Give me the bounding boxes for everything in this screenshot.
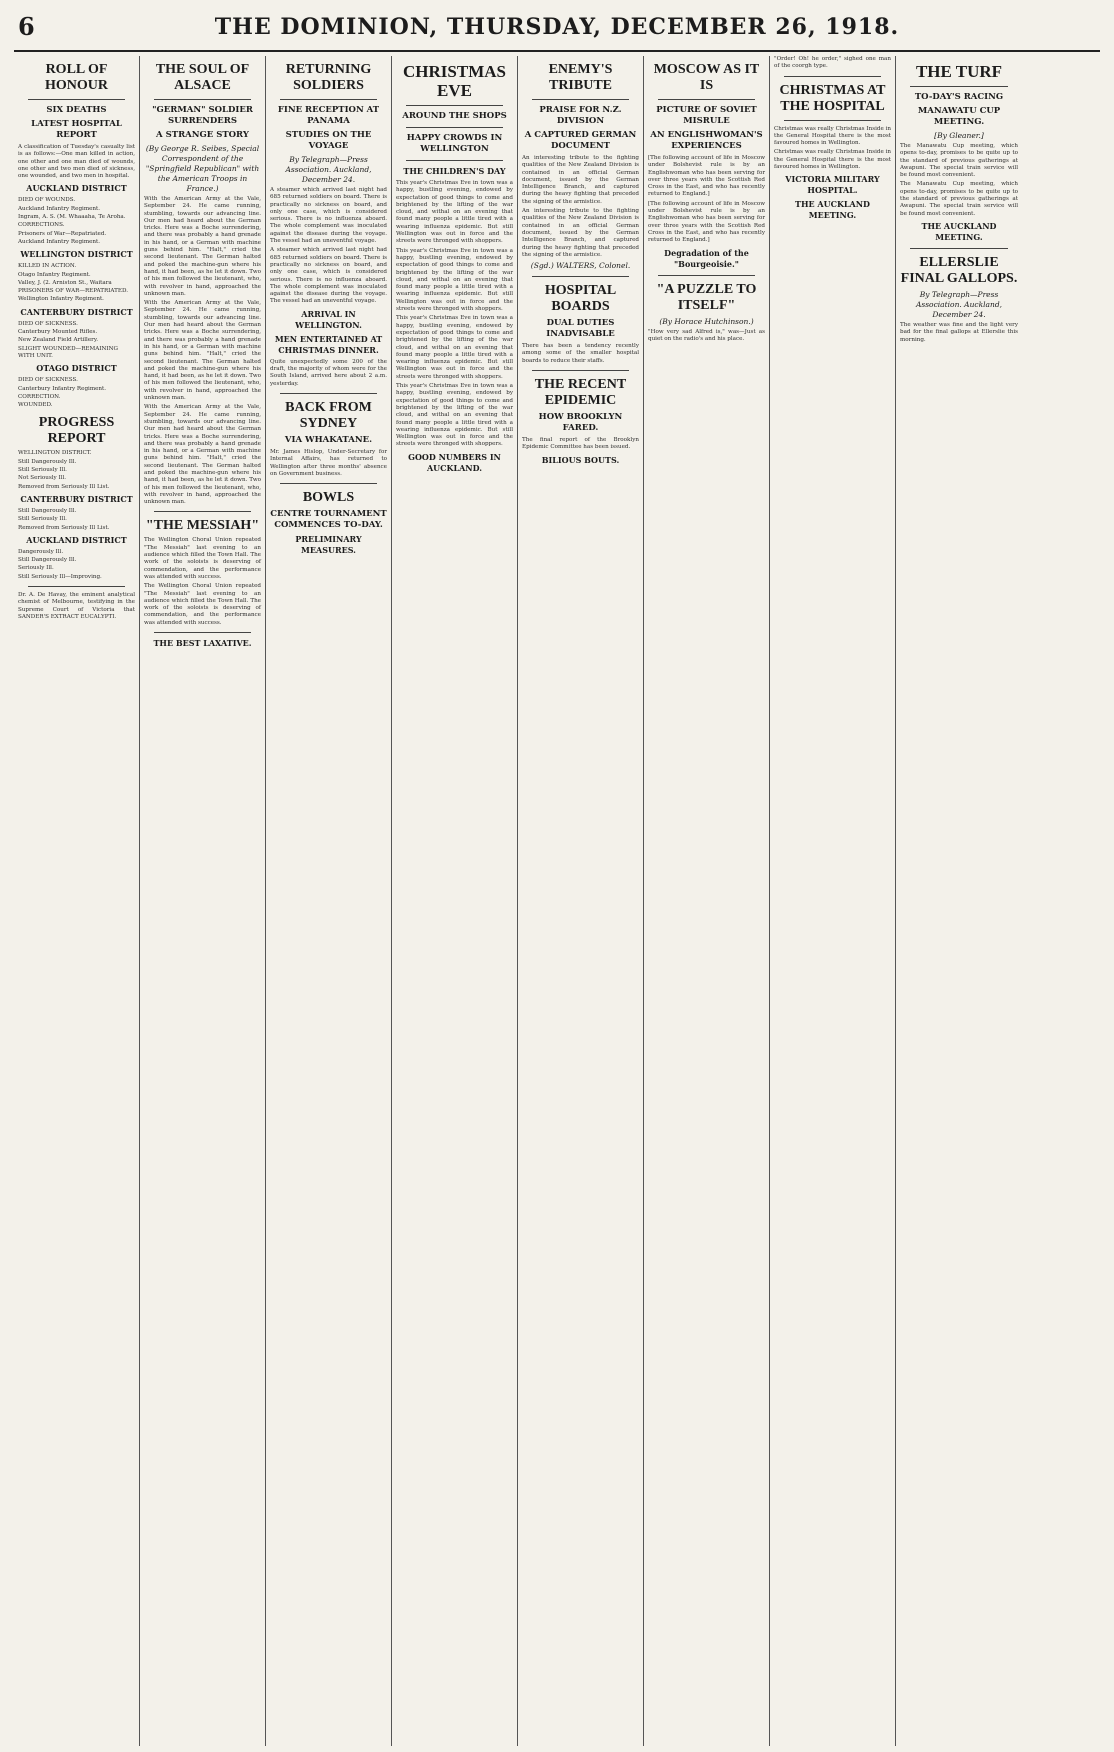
headline-christmas-hospital: CHRISTMAS AT THE HOSPITAL bbox=[779, 82, 886, 114]
subhead-auckland: GOOD NUMBERS IN AUCKLAND. bbox=[408, 451, 501, 473]
list-item: New Zealand Field Artillery. bbox=[18, 337, 99, 344]
subhead-happy-crowds: HAPPY CROWDS IN WELLINGTON bbox=[406, 133, 503, 154]
headline-ellerslie: ELLERSLIE FINAL GALLOPS. bbox=[900, 254, 1018, 286]
divider bbox=[406, 160, 503, 161]
article-intro: A classification of Tuesday's casualty list is as follows:—One man killed in action, one other and one man died of wounds, one other and two men died of sickness, one wounded, and two men in hospital. bbox=[18, 144, 135, 180]
divider bbox=[532, 99, 629, 100]
list-item: Still Seriously Ill. bbox=[18, 516, 67, 523]
masthead bbox=[14, 10, 1100, 52]
section-heading: AUCKLAND DISTRICT bbox=[26, 534, 127, 545]
list-item: Still Dangerously Ill. bbox=[18, 557, 77, 564]
list-item: CORRECTION. bbox=[18, 393, 61, 400]
deck-six-deaths: SIX DEATHS bbox=[46, 105, 107, 115]
headline-messiah: "THE MESSIAH" bbox=[145, 518, 260, 534]
article-body: The final report of the Brooklyn Epidemic Committee has been issued. bbox=[522, 437, 639, 451]
byline: (By Horace Hutchinson.) bbox=[659, 316, 754, 326]
list-item: Still Dangerously Ill. bbox=[18, 507, 77, 514]
divider bbox=[910, 86, 1008, 87]
article-body: This year's Christmas Eve in town was a happy, bustling evening, endowed by expectation of good things to come and brightened by the lifting of the war cloud, and withal on an evening that found many people a little tired with a wearing influenza epidemic. But still Wellington was out in force and the streets were thronged with shoppers. bbox=[396, 383, 513, 448]
deck-tournament: CENTRE TOURNAMENT COMMENCES TO-DAY. bbox=[270, 509, 387, 531]
article-body: With the American Army at the Vale, September 24. He came running, stumbling, towards our advancing line. Our men had heard about the German tricks. Here was a Boche surrendering, and there was probably a hand grenade in his hand, or a German with machine guns behind him. "Halt," cried the second lieutenant. The German halted and poked the machine-gun where his hand, it had been, as he let it down. Two of his men followed the lieutenant, who, with revolver in hand, approached the unknown man. bbox=[144, 300, 261, 402]
subhead-arrival: ARRIVAL IN WELLINGTON. bbox=[295, 308, 362, 330]
byline: (By George R. Seibes, Special Correspondent of the "Springfield Republican" with the American Troops in France.) bbox=[145, 144, 260, 193]
divider bbox=[280, 393, 377, 394]
divider bbox=[280, 483, 377, 484]
subhead-voyage: STUDIES ON THE VOYAGE bbox=[285, 130, 372, 151]
section-heading: CANTERBURY DISTRICT bbox=[20, 306, 133, 317]
deck-around-shops: AROUND THE SHOPS bbox=[402, 111, 507, 121]
subhead-bourgeoisie: Degradation of the "Bourgeoisie." bbox=[664, 247, 749, 269]
list-item: Dangerously Ill. bbox=[18, 548, 64, 555]
list-item: Still Seriously Ill—Improving. bbox=[18, 573, 102, 580]
list-item: Auckland Infantry Regiment. bbox=[18, 205, 101, 212]
article-body: This year's Christmas Eve in town was a happy, bustling evening, endowed by expectation of good things to come and brightened by the lifting of the war cloud, and withal on an evening that found many people a little tired with a wearing influenza epidemic. But still Wellington was out in force and the streets were thronged with shoppers. bbox=[396, 180, 513, 245]
list-item: Still Dangerously Ill. bbox=[18, 458, 77, 465]
list-item: CORRECTIONS. bbox=[18, 222, 65, 229]
list-item: Removed from Seriously Ill List. bbox=[18, 524, 110, 531]
list-item: Valley, J. (2. Arniston St., Waitara bbox=[18, 279, 112, 286]
subhead-childrens-day: THE CHILDREN'S DAY bbox=[403, 166, 506, 176]
headline-recent-epidemic: THE RECENT EPIDEMIC bbox=[534, 377, 627, 409]
headline-back-from-sydney: BACK FROM SYDNEY bbox=[285, 399, 372, 431]
section-heading: CANTERBURY DISTRICT bbox=[20, 493, 133, 504]
headline-enemys-tribute: ENEMY'S TRIBUTE bbox=[548, 62, 613, 93]
deck-soldier-surrenders: "GERMAN" SOLDIER SURRENDERS bbox=[152, 105, 253, 126]
list-item: Otago Infantry Regiment. bbox=[18, 271, 91, 278]
article-body: Christmas was really Christmas Inside in the General Hospital there is the most favoured homes in Wellington. bbox=[774, 125, 891, 147]
article-body: There has been a tendency recently among some of the smaller hospital boards to reduce their staffs. bbox=[522, 343, 639, 364]
article-body: "Order! Oh! he order," sighed one man of the coorgh type. bbox=[774, 56, 891, 70]
article-body: This year's Christmas Eve in town was a happy, bustling evening, endowed by expectation of good things to come and brightened by the lifting of the war cloud, and withal on an evening that found many people a little tired with a wearing influenza epidemic. But still Wellington was out in force and the streets were thronged with shoppers. bbox=[396, 247, 513, 313]
headline-returning-soldiers: RETURNING SOLDIERS bbox=[285, 62, 372, 93]
divider bbox=[406, 127, 503, 128]
byline: [By Gleaner.] bbox=[934, 131, 984, 140]
headline-bowls: BOWLS bbox=[302, 490, 355, 506]
list-item: Not Seriously Ill. bbox=[18, 475, 67, 482]
subhead-hospital-report: LATEST HOSPITAL REPORT bbox=[31, 119, 122, 140]
article-body: The Wellington Choral Union repeated "The Messiah" last evening to an audience which filled the Town Hall. The work of the soloists is deserving of commendation, and the performance was attended with success. bbox=[144, 583, 261, 626]
list-item: Ingram, A. S. (M. Whaaaha, Te Aroha. bbox=[18, 214, 126, 221]
divider bbox=[784, 120, 881, 121]
article-body: [The following account of life in Moscow under Bolshevist rule is by an Englishwoman who has been serving for over three years with the Scottish Red Cross in the East, and who has recently returned to England.] bbox=[648, 155, 765, 198]
divider bbox=[658, 275, 755, 276]
column-hospital-christmas bbox=[770, 56, 896, 1746]
article-body: The weather was fine and the light very bad for the final gallops at Ellerslie this morning. bbox=[900, 321, 1018, 343]
paper-title: THE DOMINION, THURSDAY, DECEMBER 26, 1918. bbox=[214, 14, 900, 40]
subhead-auckland-meeting: THE AUCKLAND MEETING. bbox=[795, 199, 870, 221]
article-body: A steamer which arrived last night had 685 returned soldiers on board. There is practically no sickness on board, and only one case, which is considered serious. There is no influenza aboard. The whole complement was inoculated against the disease during the voyage. The vessel had an uneventful voyage. bbox=[270, 187, 387, 245]
headline-soul-of-alsace: THE SOUL OF ALSACE bbox=[155, 62, 250, 93]
subhead-captured-document: A CAPTURED GERMAN DOCUMENT bbox=[524, 130, 637, 151]
divider bbox=[280, 99, 377, 100]
article-body: [The following account of life in Moscow under Bolshevist rule is by an Englishwoman who has been serving for over three years with the Scottish Red Cross in the East, and who has recently returned to England.] bbox=[648, 200, 765, 244]
list-item: Removed from Seriously Ill List. bbox=[18, 483, 110, 490]
list-item: Canterbury Mounted Rifles. bbox=[18, 329, 98, 336]
column-the-turf bbox=[896, 56, 1022, 1746]
subhead-strange-story: A STRANGE STORY bbox=[156, 130, 249, 140]
headline-moscow: MOSCOW AS IT IS bbox=[653, 62, 760, 93]
signature: (Sgd.) WALTERS, Colonel. bbox=[530, 261, 631, 271]
deck-todays-racing: TO-DAY'S RACING bbox=[914, 92, 1004, 102]
deck-panama: FINE RECEPTION AT PANAMA bbox=[277, 105, 380, 126]
article-body: The Wellington Choral Union repeated "The Messiah" last evening to an audience which filled the Town Hall. The work of the soloists is deserving of commendation, and the performance was attended with success. bbox=[144, 537, 261, 580]
dateline: By Telegraph—Press Association. Auckland, December 24. bbox=[285, 155, 372, 184]
deck-brooklyn: HOW BROOKLYN FARED. bbox=[538, 412, 623, 434]
column-christmas-eve bbox=[392, 56, 518, 1746]
divider bbox=[154, 99, 251, 100]
divider bbox=[532, 370, 629, 371]
divider bbox=[910, 248, 1008, 249]
divider bbox=[154, 511, 251, 512]
list-item: DIED OF SICKNESS. bbox=[18, 377, 78, 384]
divider bbox=[28, 586, 125, 587]
section-heading: AUCKLAND DISTRICT bbox=[26, 183, 127, 194]
article-body: Christmas was really Christmas Inside in the General Hospital there is the most favoured homes in Wellington. bbox=[774, 149, 891, 171]
column-moscow bbox=[644, 56, 770, 1746]
section-heading: WELLINGTON DISTRICT bbox=[20, 249, 133, 260]
page-number: 6 bbox=[18, 12, 35, 41]
subhead-victoria-hospital: VICTORIA MILITARY HOSPITAL. bbox=[785, 174, 880, 196]
advert-text: Dr. A. De Havay, the eminent analytical chemist of Melbourne, testifying in the Supreme Court of Victoria that SANDER'S EXTRACT EUCALYPTI. bbox=[18, 591, 135, 620]
list-item: Auckland Infantry Regiment. bbox=[18, 238, 101, 245]
column-returning-soldiers bbox=[266, 56, 392, 1746]
article-body: With the American Army at the Vale, September 24. He came running, stumbling, towards our advancing line. Our men had heard about the German tricks. Here was a Boche surrendering, and there was probably a hand grenade in his hand, or a German with machine guns behind him. "Halt," cried the second lieutenant. The German halted and poked the machine-gun where his hand, it had been, as he let it down. Two of his men followed the lieutenant, who, with revolver in hand, approached the unknown man. bbox=[144, 196, 261, 297]
list-item: DIED OF SICKNESS. bbox=[18, 320, 78, 327]
headline-hospital-boards: HOSPITAL BOARDS bbox=[544, 283, 617, 315]
article-body: Mr. James Hislop, Under-Secretary for Internal Affairs, has returned to Wellington after three months' absence on Government business. bbox=[270, 448, 387, 477]
headline-the-turf: THE TURF bbox=[915, 62, 1003, 81]
article-body: The Manawatu Cup meeting, which opens to-day, promises to be quite up to the standard of previous gatherings at Awapuni. The special train service will be found most convenient. bbox=[900, 143, 1018, 179]
list-item: Canterbury Infantry Regiment. bbox=[18, 385, 107, 392]
deck-whakatane: VIA WHAKATANE. bbox=[284, 434, 373, 445]
section-heading: OTAGO DISTRICT bbox=[36, 363, 117, 374]
list-item: Still Seriously Ill. bbox=[18, 467, 67, 474]
divider bbox=[406, 105, 503, 106]
deck-soviet-misrule: PICTURE OF SOVIET MISRULE bbox=[656, 105, 757, 126]
article-body: Quite unexpectedly some 200 of the draft, the majority of whom were for the South Island, arrived here about 2 a.m. yesterday. bbox=[270, 358, 387, 387]
article-body: The Manawatu Cup meeting, which opens to-day, promises to be quite up to the standard of previous gatherings at Awapuni. The special train service will be found most convenient. bbox=[900, 181, 1018, 217]
divider bbox=[154, 632, 251, 633]
divider bbox=[784, 76, 881, 77]
columns bbox=[14, 56, 1100, 1746]
article-body: An interesting tribute to the fighting qualities of the New Zealand Division is contained in an official German document, issued by the German Intelligence Branch, and captured during the heavy fighting that preceded the signing of the armistice. bbox=[522, 208, 639, 258]
column-roll-of-honour bbox=[14, 56, 140, 1746]
article-body: With the American Army at the Vale, September 24. He came running, stumbling, towards our advancing line. Our men had heard about the German tricks. Here was a Boche surrendering, and there was probably a hand grenade in his hand, or a German with machine guns behind him. "Halt," cried the second lieutenant. The German halted and poked the machine-gun where his hand, it had been, as he let it down. Two of his men followed the lieutenant, who, with revolver in hand, approached the unknown man. bbox=[144, 404, 261, 506]
list-item: WELLINGTON DISTRICT. bbox=[18, 450, 92, 457]
headline-progress-report: PROGRESS REPORT bbox=[38, 415, 115, 447]
column-soul-of-alsace bbox=[140, 56, 266, 1746]
list-item: DIED OF WOUNDS. bbox=[18, 197, 76, 204]
subhead-englishwoman: AN ENGLISHWOMAN'S EXPERIENCES bbox=[650, 130, 763, 151]
deck-nz-division: PRAISE FOR N.Z. DIVISION bbox=[539, 105, 622, 126]
headline-christmas-eve: CHRISTMAS EVE bbox=[403, 62, 506, 100]
list-item: Seriously Ill. bbox=[18, 565, 54, 572]
list-item: KILLED IN ACTION. bbox=[18, 263, 77, 270]
subhead-preliminary: PRELIMINARY MEASURES. bbox=[295, 534, 362, 556]
article-body: A steamer which arrived last night had 685 returned soldiers on board. There is practically no sickness on board, and only one case, which is considered serious. There is no influenza aboard. The whole complement was inoculated against the disease during the voyage. The vessel had an uneventful voyage. bbox=[270, 247, 387, 305]
column-enemys-tribute bbox=[518, 56, 644, 1746]
headline-roll-of-honour: ROLL OF HONOUR bbox=[45, 62, 108, 93]
list-item: WOUNDED. bbox=[18, 402, 53, 409]
list-item: Wellington Infantry Regiment. bbox=[18, 296, 104, 303]
article-body: This year's Christmas Eve in town was a happy, bustling evening, endowed by expectation of good things to come and brightened by the lifting of the war cloud, and withal on an evening that found many people a little tired with a wearing influenza epidemic. But still Wellington was out in force and the streets were thronged with shoppers. bbox=[396, 315, 513, 380]
divider bbox=[658, 99, 755, 100]
article-body: An interesting tribute to the fighting qualities of the New Zealand Division is contained in an official German document, issued by the German Intelligence Branch, and captured during the heavy fighting that preceded the signing of the armistice. bbox=[522, 155, 639, 205]
subhead-christmas-dinner: MEN ENTERTAINED AT CHRISTMAS DINNER. bbox=[274, 333, 383, 355]
deck-dual-duties: DUAL DUTIES INADVISABLE bbox=[546, 318, 615, 340]
list-item: PRISONERS OF WAR—REPATRIATED. bbox=[18, 288, 129, 295]
headline-puzzle: "A PUZZLE TO ITSELF" bbox=[656, 281, 757, 313]
list-item: SLIGHT WOUNDED—REMAINING WITH UNIT. bbox=[18, 345, 118, 359]
divider bbox=[28, 99, 125, 100]
advert-heading: THE BEST LAXATIVE. bbox=[153, 638, 252, 649]
divider bbox=[532, 276, 629, 277]
dateline: By Telegraph—Press Association. Auckland, December 24. bbox=[915, 289, 1003, 319]
advert-heading: BILIOUS BOUTS. bbox=[541, 454, 620, 465]
article-body: "How very sad Alfred is," was—Just as quiet on the radio's and his place. bbox=[648, 328, 765, 342]
subhead-auckland-meeting: THE AUCKLAND MEETING. bbox=[921, 220, 997, 242]
subhead-manawatu: MANAWATU CUP MEETING. bbox=[917, 106, 1001, 127]
list-item: Prisoners of War—Repatriated. bbox=[18, 230, 107, 237]
